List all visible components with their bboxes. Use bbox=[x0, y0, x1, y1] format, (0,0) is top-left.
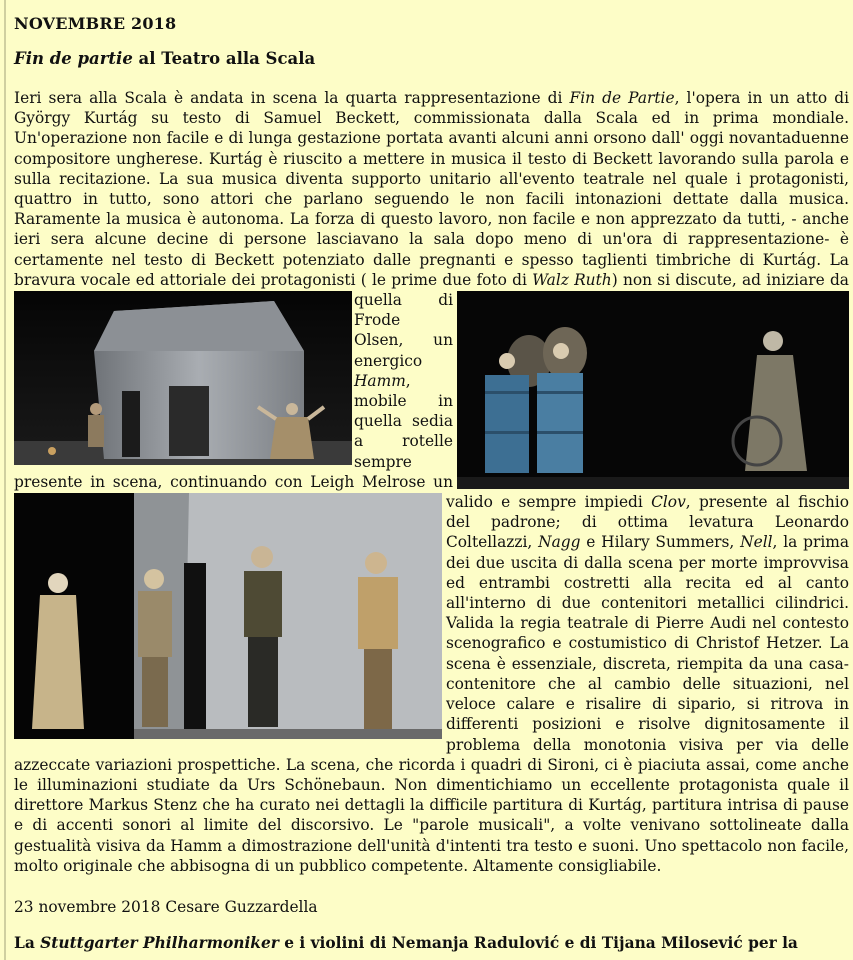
article-title bbox=[14, 49, 849, 68]
article-title-rest: al Teatro alla Scala bbox=[132, 49, 316, 68]
character-name: Clov bbox=[651, 493, 686, 512]
article-title-italic: Fin de partie bbox=[14, 49, 133, 68]
article-text: Ieri sera alla Scala è andata in scena la quarta rappresentazione di bbox=[14, 89, 570, 107]
photo-stage-house bbox=[14, 291, 352, 465]
article-text: , l'opera in un atto di György Kurtág su testo di Samuel Beckett, commissionata dalla Scala ed in prima mondiale. Un'operazione non facile e di lunga gestazione portata avanti alcuni anni orsono dall' oggi novantaduenne compositore ungherese. Kurtág è riuscito a mettere in musica il testo di Beckett lavorando sulla parola e sulla recitazione. La sua musica diventa supporto unitario all'evento teatrale nel quale i protagonisti, quattro in tutto, sono attori che parlano seguendo le non facili intonazioni dettate dalla musica. Raramente la musica è autonoma. La forza di questo lavoro, non facile e non apprezzato da tutti, - anche ieri sera alcune decine di persone lasciavano la sala dopo meno di un'ora di rappresentazione- è certamente nel testo di Beckett potenziato dalle pregnanti e spesso taglienti timbriche di Kurtág. La bravura vocale ed attoriale dei protagonisti ( le prime due foto di bbox=[14, 89, 850, 289]
left-edge-line bbox=[4, 0, 6, 960]
article-text: Walz Ruth bbox=[532, 270, 612, 289]
character-name: Hamm bbox=[354, 371, 406, 390]
article-body bbox=[14, 88, 849, 876]
article-text: , la prima dei due uscita di dalla scena per morte improvvisa ed entrambi costretti alla recita ed al canto all'interno di due contenitori metallici cilindrici. Valida la regia teatrale di Pierre Audi nel contesto scenografico e costumistico di Christof Hetzer. La scena è essenziale, discreta, riempita da una casa-contenitore che al cambio delle situazioni, nel veloce calare e risalire di sipario, si ritrova in differenti posizioni e risolve dignitosamente il problema della monotonia visiva per via delle azzeccate variazioni prospettiche. La scena, che ricorda i quadri di Sironi, ci è piaciuta assai, come anche le illuminazioni studiate da Urs Schönebaun. Non dimentichiamo un eccellente protagonista quale il direttore Markus Stenz che ha curato nei dettagli la difficile partitura di Kurtág, partitura intrisa di pause e di accenti sonori al limite del discorsivo. Le "parole musicali", a volte venivano sottolineate dalla gestualità visiva da Hamm a dimostrazione dell'unità d'intenti tra testo e suoni. Uno spettacolo non facile, molto originale che abbisogna di un pubblico competente. Altamente consigliabile. bbox=[14, 533, 850, 875]
article-text: ) non si discute, ad iniziare da quella di Frode Olsen, un energico bbox=[354, 270, 849, 370]
photo-barrels-wheelchair bbox=[457, 291, 849, 489]
next-article-text: e i violini di Nemanja Radulović e di Tijana Milosević per la bbox=[278, 933, 798, 952]
opera-title: Fin de Partie bbox=[569, 89, 675, 107]
article-text: e Hilary Summers, bbox=[580, 533, 741, 552]
next-article-heading[interactable] bbox=[14, 934, 849, 952]
month-heading: NOVEMBRE 2018 bbox=[14, 14, 177, 33]
character-name: Nell bbox=[740, 533, 773, 552]
article-text: , presente al fischio del padrone; di ottima levatura Leonardo Coltellazzi, bbox=[446, 493, 849, 552]
photo-four-actors bbox=[14, 493, 442, 739]
article-signature: 23 novembre 2018 Cesare Guzzardella bbox=[14, 897, 318, 916]
character-name: Nagg bbox=[538, 533, 581, 552]
next-article-orchestra: Stuttgarter Philharmoniker bbox=[40, 933, 279, 952]
next-article-text: La bbox=[14, 933, 41, 952]
article-text: , mobile in quella sedia a rotelle sempre presente in scena, continuando con Leigh Melrose un valido e sempre impiedi bbox=[14, 371, 652, 512]
